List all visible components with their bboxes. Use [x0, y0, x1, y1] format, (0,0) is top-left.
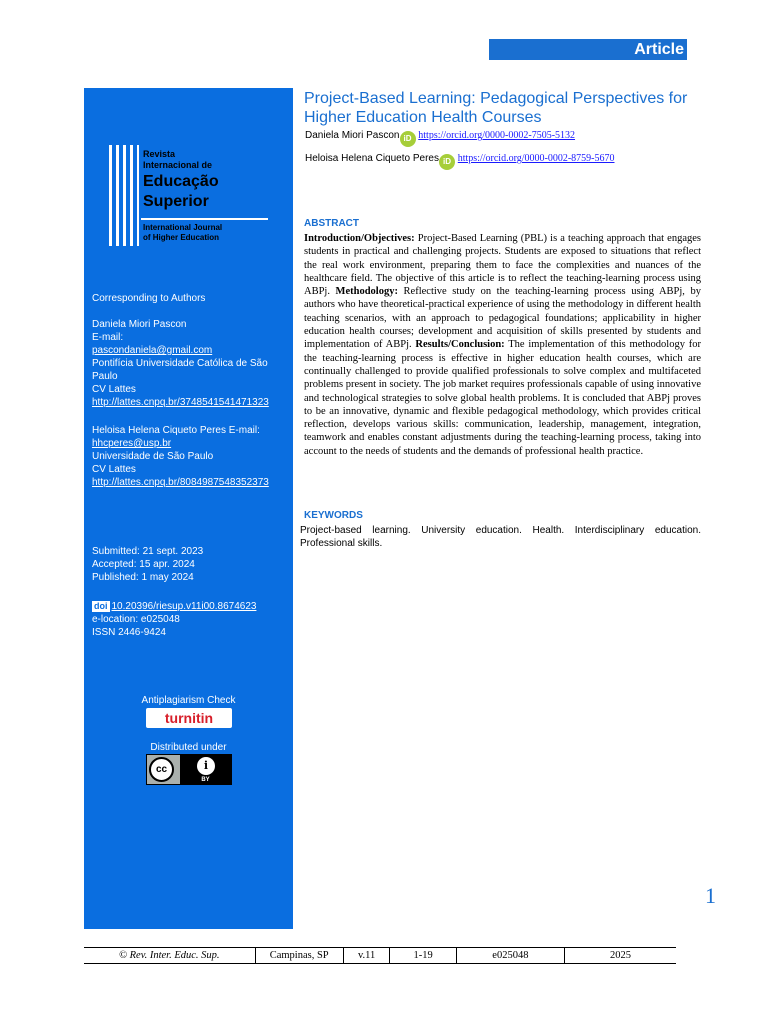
distributed-label: Distributed under: [150, 742, 227, 753]
by-label: BY: [201, 777, 210, 783]
issn: ISSN 2446-9424: [92, 627, 166, 638]
author1-line: [305, 130, 575, 147]
footer-pages: 1-19: [390, 948, 456, 963]
author1-cv-label: CV Lattes: [92, 384, 136, 395]
author2-cv-label: CV Lattes: [92, 464, 136, 475]
attribution-icon: i: [197, 757, 215, 775]
author1-contact: [92, 318, 282, 409]
abstract-body: Introduction/Objectives: Project-Based Learning (PBL) is a teaching approach that engages students in practical and challenging projects. Students are exposed to situations that reflect the real work environment, preparing them to face the complexities and nuances of the healthcare field. The objective of this article is to reflect the teaching-learning process using ABPj. Methodology: Reflective study on the teaching-learning process using ABPj, by authors who have theoretical-practical experience of using the methodology in different health teaching scenarios, with an approach to pedagogical foundations; applicability in higher education health courses; development and acquisition of skills presented by students and implementation of ABPj. Results/Conclusion: The implementation of this methodology for the teaching-learning process is effective in higher education health courses, which are continually challenged to provide qualified professionals to solve complex and multifaceted problems present in society. The job market requires professionals capable of using innovative and technological strategies to solve global health problems. It is concluded that ABPj proves to be an innovative, dynamic and flexible pedagogical methodology, which provides critical reflection, develops various skills: communication, leadership, management, integration, teamwork and enables constant adjustments during the teaching-learning process, taking into account to the needs of students and the demands of professional health practice.: [304, 233, 701, 457]
author2-contact: [92, 424, 282, 489]
dates-block: [92, 545, 203, 584]
footer-journal: © Rev. Inter. Educ. Sup.: [84, 948, 256, 963]
cc-icon: cc: [149, 757, 174, 782]
abstract-heading: ABSTRACT: [304, 218, 359, 229]
cc-by-license-badge[interactable]: [146, 754, 232, 785]
author1-name: Daniela Miori Pascon: [92, 319, 187, 330]
orcid-icon: iD: [400, 131, 416, 147]
corresponding-heading: Corresponding to Authors: [92, 293, 206, 304]
author1-affiliation: Pontifícia Universidade Católica de São Paulo: [92, 358, 268, 382]
antiplagiarism-label: Antiplagiarism Check: [141, 695, 236, 706]
page-number: 1: [705, 883, 716, 908]
logo-line-educacao: Educação Superior: [143, 173, 219, 210]
author1-cv-link[interactable]: http://lattes.cnpq.br/3748541541471323: [92, 397, 269, 408]
logo-subtitle-box: International Journal of Higher Education: [141, 218, 268, 248]
author1-email-label: E-mail:: [92, 332, 124, 343]
footer-year: 2025: [609, 950, 631, 961]
author1-email-link[interactable]: pascondaniela@gmail.com: [92, 345, 213, 356]
keywords-list: Project-based learning. University education. Health. Interdisciplinary education. Professional skills.: [300, 525, 701, 549]
logo-line-revista: Revista Internacional de: [143, 149, 213, 170]
article-type-tag: Article: [489, 39, 687, 60]
author2-cv-link[interactable]: http://lattes.cnpq.br/8084987548352373: [92, 477, 269, 488]
elocation: e-location: e025048: [92, 614, 180, 625]
author1-name: Daniela Miori Pascon: [305, 130, 400, 141]
author2-line: [305, 153, 615, 170]
author2-affiliation: Universidade de São Paulo: [92, 451, 214, 462]
published-date: Published: 1 may 2024: [92, 572, 194, 583]
author2-orcid-link[interactable]: https://orcid.org/0000-0002-8759-5670: [457, 153, 615, 164]
author2-name-email-label: Heloisa Helena Ciqueto Peres E-mail:: [92, 425, 260, 436]
footer-citation-bar: [84, 947, 676, 964]
orcid-icon: iD: [439, 154, 455, 170]
article-title: Project-Based Learning: Pedagogical Perspectives for Higher Education Health Courses: [304, 90, 688, 126]
keywords-heading: KEYWORDS: [304, 510, 363, 521]
author2-name: Heloisa Helena Ciqueto Peres: [305, 153, 439, 164]
logo-stripes: [109, 145, 139, 246]
submitted-date: Submitted: 21 sept. 2023: [92, 546, 204, 557]
doi-link[interactable]: 10.20396/riesup.v11i00.8674623: [111, 601, 257, 612]
journal-logo: [109, 145, 268, 246]
identifiers-block: [92, 600, 256, 639]
turnitin-logo[interactable]: turnitin: [146, 708, 232, 728]
footer-elocation: e025048: [457, 948, 565, 963]
author1-orcid-link[interactable]: https://orcid.org/0000-0002-7505-5132: [418, 130, 576, 141]
accepted-date: Accepted: 15 apr. 2024: [92, 559, 195, 570]
footer-volume: v.11: [344, 948, 391, 963]
footer-city: Campinas, SP: [256, 948, 344, 963]
author2-email-link[interactable]: hhcperes@usp.br: [92, 438, 172, 449]
doi-icon: doi: [94, 601, 108, 611]
